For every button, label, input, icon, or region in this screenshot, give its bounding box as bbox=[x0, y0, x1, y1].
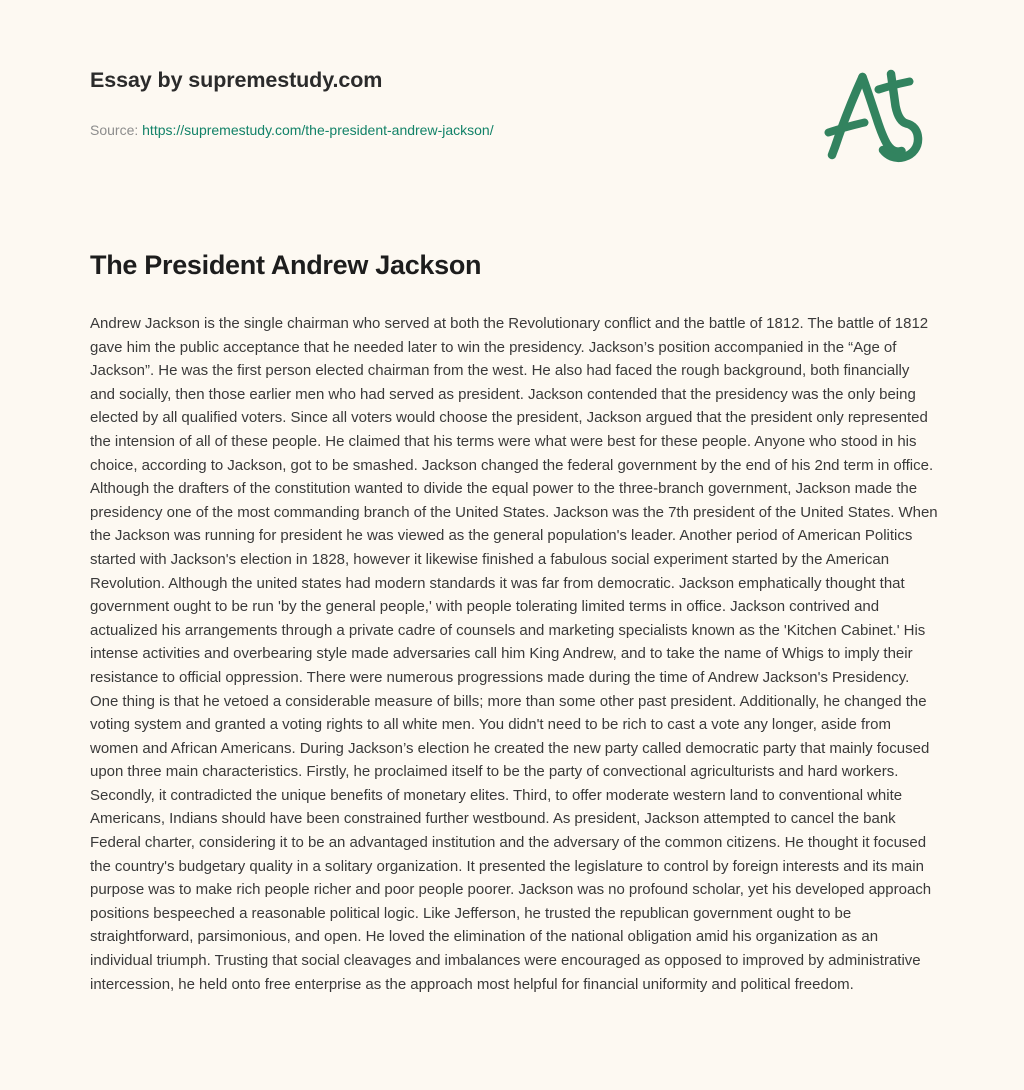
a-plus-logo bbox=[806, 52, 946, 172]
article-body-text: Andrew Jackson is the single chairman who served at both the Revolutionary conflict and the battle of 1812. The battle of 1812 gave him the public acceptance that he needed later to win the presidency. Jackson’s position accompanied in the “Age of Jackson”. He was the first person elected chairman from the west. He also had faced the rough background, both financially and socially, then those earlier men who had served as president. Jackson contended that the presidency was the only being elected by all qualified voters. Since all voters would choose the president, Jackson argued that the president only represented the intension of all of these people. He claimed that his terms were what were best for these people. Anyone who stood in his choice, according to Jackson, got to be smashed. Jackson changed the federal government by the end of his 2nd term in office. Although the drafters of the constitution wanted to divide the equal power to the three-branch government, Jackson made the presidency one of the most commanding branch of the United States. Jackson was the 7th president of the United States. When the Jackson was running for president he was viewed as the general population's leader. Another period of American Politics started with Jackson's election in 1828, however it likewise finished a fabulous social experiment started by the American Revolution. Although the united states had modern standards it was far from democratic. Jackson emphatically thought that government ought to be run 'by the general people,' with people tolerating limited terms in office. Jackson contrived and actualized his arrangements through a private cadre of counsels and marketing specialists known as the 'Kitchen Cabinet.' His intense activities and overbearing style made adversaries call him King Andrew, and to take the name of Whigs to imply their resistance to official oppression. There were numerous progressions made during the time of Andrew Jackson's Presidency. One thing is that he vetoed a considerable measure of bills; more than some other past president. Additionally, he changed the voting system and granted a voting rights to all white men. You didn't need to be rich to cast a vote any longer, aside from women and African Americans. During Jackson’s election he created the new party called democratic party that mainly focused upon three main characteristics. Firstly, he proclaimed itself to be the party of convectional agriculturists and hard workers. Secondly, it contradicted the unique benefits of monetary elites. Third, to offer moderate western land to conventional white Americans, Indians should have been constrained further westbound. As president, Jackson attempted to cancel the bank Federal charter, considering it to be an advantaged institution and the adversary of the common citizens. He thought it focused the country's budgetary quality in a solitary organization. It presented the legislature to control by foreign interests and its main purpose was to make rich people richer and poor people poorer. Jackson was no profound scholar, yet his developed approach positions bespeeched a reasonable political logic. Like Jefferson, he trusted the republican government ought to be straightforward, parsimonious, and open. He loved the elimination of the national obligation amid his organization as an individual triumph. Trusting that social cleavages and imbalances were encouraged as opposed to improved by administrative intercession, he held onto free enterprise as the approach most helpful for financial uniformity and political freedom. bbox=[90, 315, 938, 993]
page-header bbox=[0, 0, 1024, 200]
source-line bbox=[90, 122, 494, 138]
article bbox=[90, 248, 938, 996]
page-title: The President Andrew Jackson bbox=[90, 250, 482, 280]
source-url-link[interactable]: https://supremestudy.com/the-president-andrew-jackson/ bbox=[142, 122, 494, 138]
a-plus-logo-icon bbox=[806, 52, 946, 172]
essay-attribution-heading: Essay by supremestudy.com bbox=[90, 68, 383, 92]
source-label: Source: bbox=[90, 122, 139, 138]
